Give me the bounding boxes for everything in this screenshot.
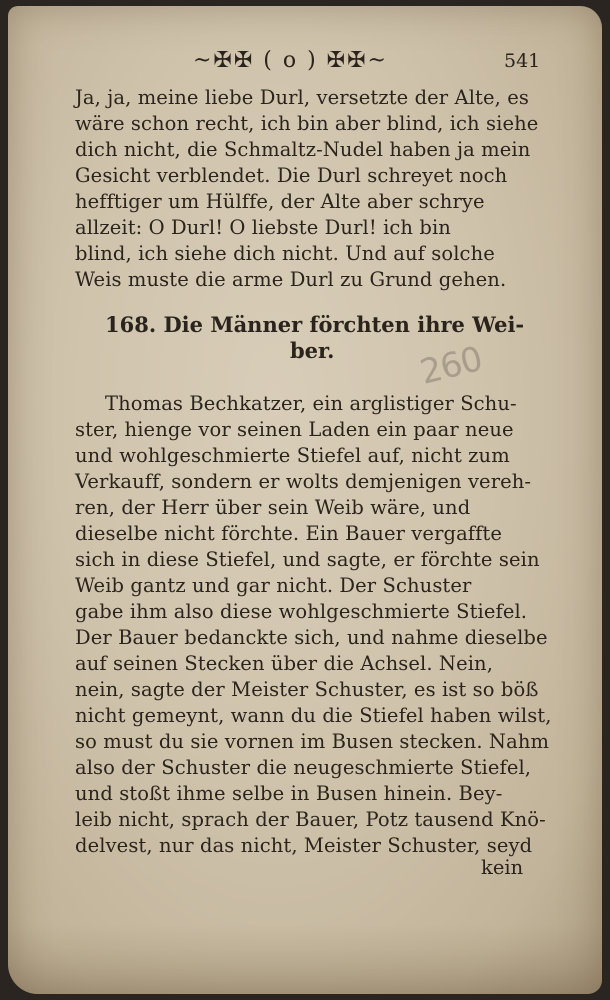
text-line: sich in diese Stiefel, und sagte, er förchte sein xyxy=(75,548,540,571)
text-line: Weib gantz und gar nicht. Der Schuster xyxy=(75,574,472,597)
text-line: Der Bauer bedanckte sich, und nahme dieselbe xyxy=(75,626,548,649)
text-line: delvest, nur das nicht, Meister Schuster, seyd xyxy=(75,834,533,857)
text-line: so must du sie vornen im Busen stecken. Nahm xyxy=(75,730,550,753)
text-line: Thomas Bechkatzer, ein arglistiger Schu- xyxy=(105,392,517,415)
text-line: allzeit: O Durl! O liebste Durl! ich bin xyxy=(75,216,451,239)
text-line: leib nicht, sprach der Bauer, Potz tausend Knö- xyxy=(75,808,546,831)
text-line: Ja, ja, meine liebe Durl, versetzte der Alte, es xyxy=(75,86,529,109)
text-line: auf seinen Stecken über die Achsel. Nein, xyxy=(75,652,494,675)
text-line: Gesicht verblendet. Die Durl schreyet noch xyxy=(75,164,508,187)
text-line: ren, der Herr über sein Weib wäre, und xyxy=(75,496,471,519)
book-page xyxy=(8,6,602,994)
text-line: dieselbe nicht förchte. Ein Bauer vergaffte xyxy=(75,522,503,545)
text-line: gabe ihm also diese wohlgeschmierte Stiefel. xyxy=(75,600,528,623)
text-line: und stoßt ihme selbe in Busen hinein. Bey- xyxy=(75,782,503,805)
text-line: nein, sagte der Meister Schuster, es ist so böß xyxy=(75,678,539,701)
heading-line-1: 168. Die Männer förchten ihre Wei- xyxy=(105,312,525,337)
text-line: ster, hienge vor seinen Laden ein paar neue xyxy=(75,418,514,441)
text-line: Verkauff, sondern er wolts demjenigen vereh- xyxy=(75,470,532,493)
heading-line-2: ber. xyxy=(290,338,335,363)
text-line: Weis muste die arme Durl zu Grund gehen. xyxy=(75,268,507,291)
text-line: und wohlgeschmierte Stiefel auf, nicht zum xyxy=(75,444,510,467)
text-line: hefftiger um Hülffe, der Alte aber schrye xyxy=(75,190,485,213)
text-line: wäre schon recht, ich bin aber blind, ich siehe xyxy=(75,112,539,135)
text-line: blind, ich siehe dich nicht. Und auf solche xyxy=(75,242,495,265)
text-line: also der Schuster die neugeschmierte Stiefel, xyxy=(75,756,532,779)
header-ornament: ~✠✠ ( o ) ✠✠~ xyxy=(193,48,388,73)
page-number: 541 xyxy=(504,50,541,72)
page-header xyxy=(8,48,602,78)
pencil-annotation: 260 xyxy=(416,339,486,393)
text-line: dich nicht, die Schmaltz-Nudel haben ja mein xyxy=(75,138,531,161)
text-line: nicht gemeynt, wann du die Stiefel haben wilst, xyxy=(75,704,552,727)
catchword: kein xyxy=(481,856,524,879)
